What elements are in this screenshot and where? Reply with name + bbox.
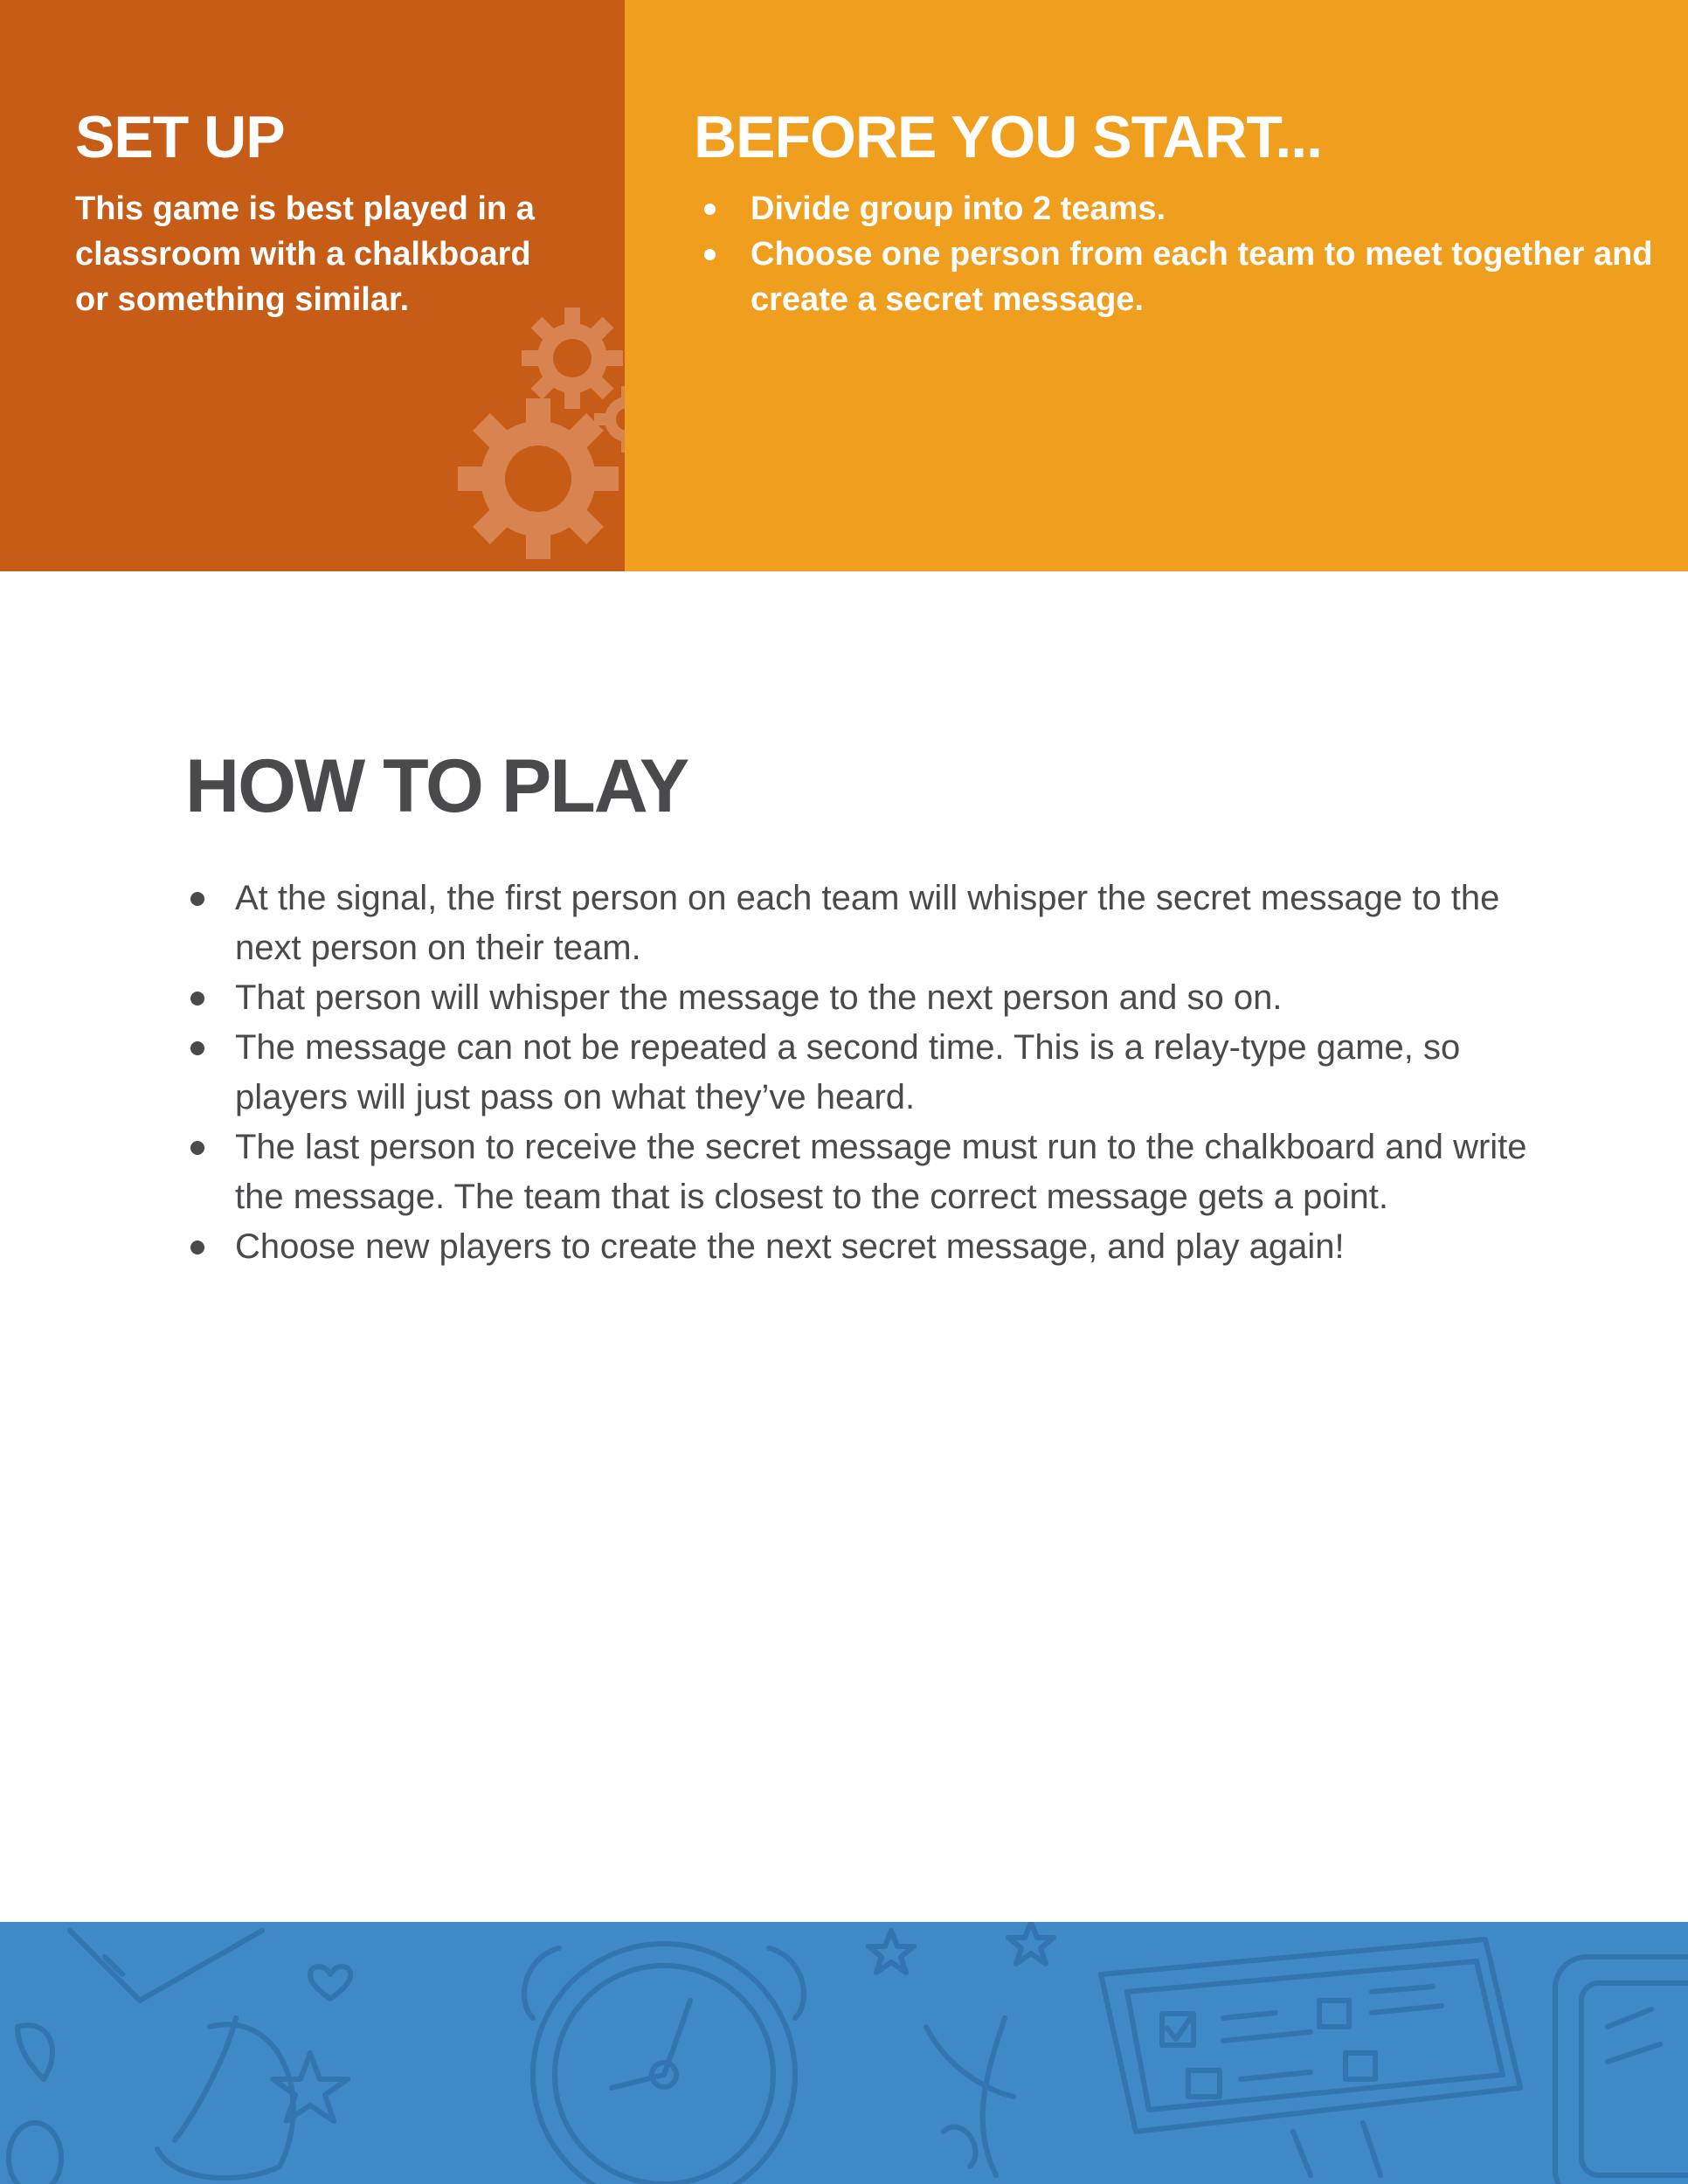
- bullet-icon: [704, 204, 716, 215]
- before-title: BEFORE YOU START...: [694, 104, 1323, 170]
- list-item: [185, 973, 1531, 1023]
- how-to-play-title: HOW TO PLAY: [185, 744, 688, 828]
- bullet-icon: [704, 249, 716, 260]
- before-list: [694, 186, 1655, 322]
- before-you-start-panel: [625, 0, 1688, 571]
- list-item: [185, 1023, 1531, 1123]
- list-item-text: Choose one person from each team to meet together and create a secret message.: [751, 236, 1653, 318]
- how-to-play-section: [185, 743, 1531, 1272]
- list-item-text: The message can not be repeated a second time. This is a relay-type game, so players will just pass on what they’ve heard.: [235, 1028, 1461, 1116]
- bullet-icon: [190, 992, 204, 1006]
- bullet-icon: [190, 892, 204, 906]
- setup-panel: [0, 0, 625, 571]
- list-item-text: Choose new players to create the next secret message, and play again!: [235, 1227, 1345, 1266]
- bullet-icon: [190, 1141, 204, 1155]
- how-to-play-list: [185, 874, 1531, 1272]
- bullet-icon: [190, 1241, 204, 1254]
- list-item-text: That person will whisper the message to the next person and so on.: [235, 978, 1283, 1017]
- list-item-text: Divide group into 2 teams.: [751, 190, 1166, 227]
- list-item: [185, 1222, 1531, 1272]
- bullet-icon: [190, 1041, 204, 1055]
- list-item: [185, 874, 1531, 973]
- list-item-text: At the signal, the first person on each team will whisper the secret message to the next person on their team.: [235, 879, 1500, 967]
- list-item: [694, 186, 1655, 232]
- list-item-text: The last person to receive the secret message must run to the chalkboard and write the message. The team that is closest to the correct message gets a point.: [235, 1128, 1527, 1216]
- gears-icon: [454, 306, 625, 568]
- school-doodles-pattern-icon: [0, 1922, 1688, 2184]
- list-item: [185, 1123, 1531, 1222]
- list-item: [694, 232, 1655, 322]
- footer-banner: [0, 1922, 1688, 2184]
- top-banner: [0, 0, 1688, 571]
- setup-title: SET UP: [75, 104, 285, 170]
- setup-description: This game is best played in a classroom with a chalkboard or something similar.: [75, 190, 535, 318]
